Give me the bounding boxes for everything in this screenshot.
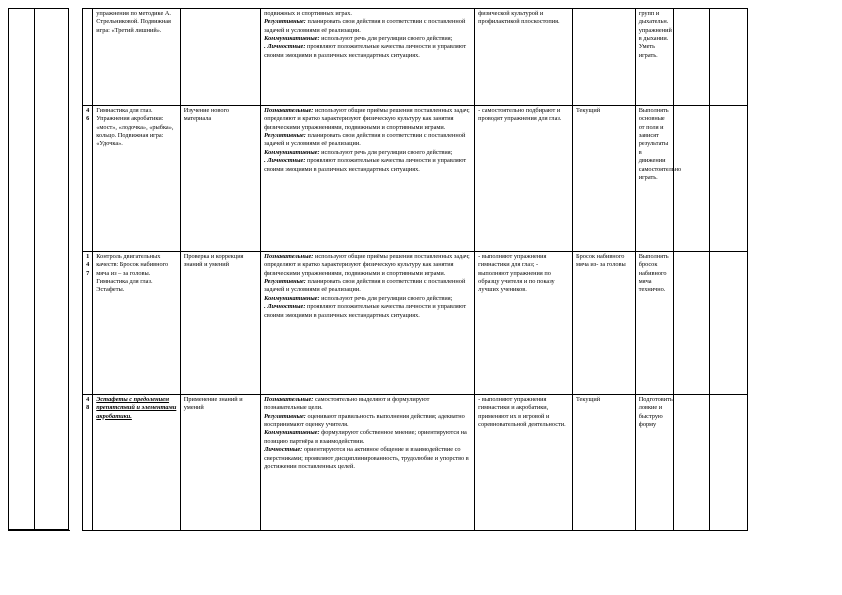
left-margin-column-2 <box>35 8 69 530</box>
uud-text: планировать свои действия в соответствии с поставленной задачей и условиями её реализации. <box>264 18 466 34</box>
uud-text: проявляют положительные качества личности и управляют своими эмоциями в различных нестандартных ситуациях. <box>264 43 467 59</box>
uud-text: проявляют положительные качества личности и управляют своими эмоциями в различных нестандартных ситуациях. <box>264 157 467 173</box>
uud-item <box>264 18 471 35</box>
lesson-plan-table <box>82 8 748 531</box>
lesson-topic-cell: упражнения по методике А. Стрельниковой. Подвижная игра: «Третий лишний». <box>93 9 181 106</box>
lesson-topic-cell: Контроль двигательных качеств: Бросок набивного мяча из – за головы. Гимнастика для глаз. Эстафеты. <box>93 252 181 395</box>
uud-label: Познавательные: <box>264 253 314 260</box>
left-margin-column-1 <box>8 8 35 530</box>
table-row <box>83 252 748 395</box>
uud-label: Регулятивные: <box>264 18 306 26</box>
uud-label: Коммуникативные: <box>264 429 320 437</box>
uud-item <box>264 253 471 278</box>
expected-result-cell: Подготовить ловкие и быструю форму <box>635 395 673 531</box>
uud-item <box>264 396 471 413</box>
expected-result-cell: Выполнять основные от поля и зависят результаты в движении самостоятельно играть. <box>635 106 673 252</box>
uud-text: проявляют положительные качества личности и управляют своими эмоциями в различных нестандартных ситуациях. <box>264 303 467 319</box>
empty-cell <box>709 395 747 531</box>
uud-label: Коммуникативные: <box>264 148 320 156</box>
uud-label: Коммуникативные: <box>264 35 320 43</box>
empty-cell <box>673 9 709 106</box>
lesson-number-cell: 1 4 7 <box>83 252 93 395</box>
uud-text: используют общие приёмы решения поставленных задач; определяют и кратко характеризуют физическую культуру как занятия физическими упражнениями, подвижными и спортивными играми. <box>264 107 470 131</box>
uud-item <box>264 149 471 157</box>
uud-item <box>264 107 471 132</box>
table-body <box>83 9 748 531</box>
uud-cell <box>261 252 475 395</box>
uud-item <box>264 157 471 174</box>
control-type-cell: Бросок набивного мяча из- за головы <box>572 252 635 395</box>
lesson-number-cell <box>83 9 93 106</box>
empty-cell <box>709 106 747 252</box>
uud-item <box>264 35 471 43</box>
lesson-type-cell: Применение знаний и умений <box>180 395 260 531</box>
uud-text: подвижных и спортивных играх. <box>264 10 352 17</box>
uud-item <box>264 446 471 471</box>
expected-result-cell: групп и дыхательн. упражнений в дыхании. Уметь играть. <box>635 9 673 106</box>
uud-label: Коммуникативные: <box>264 294 320 302</box>
uud-item <box>264 295 471 303</box>
table-row <box>83 9 748 106</box>
lesson-topic-cell: Гимнастика для глаз. Упражнения акробатики: «мост», «лодочка», «рыбка», кольцо. Подвижная игра: «Удочка». <box>93 106 181 252</box>
empty-cell <box>709 252 747 395</box>
uud-text: ориентируются на активное общение и взаимодействие со сверстниками; проявляют дисциплинированность, трудолюбие и упорство в достижении поставленных целей. <box>264 446 469 470</box>
uud-cell <box>261 395 475 531</box>
uud-item <box>264 413 471 430</box>
lesson-number-cell: 4 6 <box>83 106 93 252</box>
student-activity-cell: - самостоятельно подбирают и проводят упражнения для глаз. <box>475 106 573 252</box>
uud-item <box>264 43 471 60</box>
control-type-cell <box>572 9 635 106</box>
uud-label: Регулятивные: <box>264 412 306 420</box>
lesson-topic-cell: Эстафеты с предолением препятствий и элементами акробатики. <box>93 395 181 531</box>
uud-label: Личностные: <box>264 446 303 454</box>
uud-item <box>264 10 471 18</box>
uud-label: . Личностные: <box>264 157 306 165</box>
lesson-type-cell <box>180 9 260 106</box>
uud-text: планировать свои действия в соответствии с поставленной задачей и условиями её реализации. <box>264 278 466 294</box>
expected-result-cell: Выполнять бросок набивного мяча технично. <box>635 252 673 395</box>
uud-label: Регулятивные: <box>264 278 306 286</box>
control-type-cell: Текущий <box>572 106 635 252</box>
uud-item <box>264 278 471 295</box>
empty-cell <box>673 106 709 252</box>
table-row <box>83 106 748 252</box>
uud-item <box>264 132 471 149</box>
student-activity-cell: - выполняют упражнения гимнастики и акробатики, применяют их в игровой и соревновательной деятельности. <box>475 395 573 531</box>
uud-text: используют общие приёмы решения поставленных задач; определяют и кратко характеризуют физическую культуру как занятия физическими упражнениями, подвижными и спортивными играми. <box>264 253 470 277</box>
uud-text: используют речь для регуляции своего действия; <box>321 294 453 302</box>
lesson-type-cell: Проверка и коррекция знаний и умений <box>180 252 260 395</box>
left-margin-bottom-line <box>8 530 70 531</box>
uud-cell <box>261 9 475 106</box>
student-activity-cell: физической культурой и профилактикой плоскостопия. <box>475 9 573 106</box>
uud-text: планировать свои действия в соответствии с поставленной задачей и условиями её реализации. <box>264 132 466 148</box>
uud-cell <box>261 106 475 252</box>
uud-label: . Личностные: <box>264 303 306 311</box>
uud-label: Регулятивные: <box>264 132 306 140</box>
uud-label: . Личностные: <box>264 43 306 51</box>
uud-item <box>264 303 471 320</box>
uud-text: используют речь для регуляции своего действия; <box>321 35 453 43</box>
table-row <box>83 395 748 531</box>
empty-cell <box>709 9 747 106</box>
uud-text: самостоятельно выделяют и формулируют познавательные цели. <box>264 396 430 412</box>
uud-item <box>264 429 471 446</box>
student-activity-cell: - выполняют упражнения гимнастики для глаз; - выполняют упражнения по образцу учителя и по показу лучших учеников. <box>475 252 573 395</box>
lesson-type-cell: Изучение нового материала <box>180 106 260 252</box>
lesson-number-cell: 4 8 <box>83 395 93 531</box>
empty-cell <box>673 395 709 531</box>
uud-text: формулируют собственное мнение; ориентируются на позицию партнёра в взаимодействии. <box>264 429 467 445</box>
uud-label: Познавательные: <box>264 396 314 403</box>
control-type-cell: Текущий <box>572 395 635 531</box>
empty-cell <box>673 252 709 395</box>
uud-text: оценивают правильность выполнения действия; адекватно воспринимают оценку учителя. <box>264 412 465 429</box>
uud-label: Познавательные: <box>264 107 314 114</box>
uud-text: используют речь для регуляции своего действия; <box>321 148 453 156</box>
